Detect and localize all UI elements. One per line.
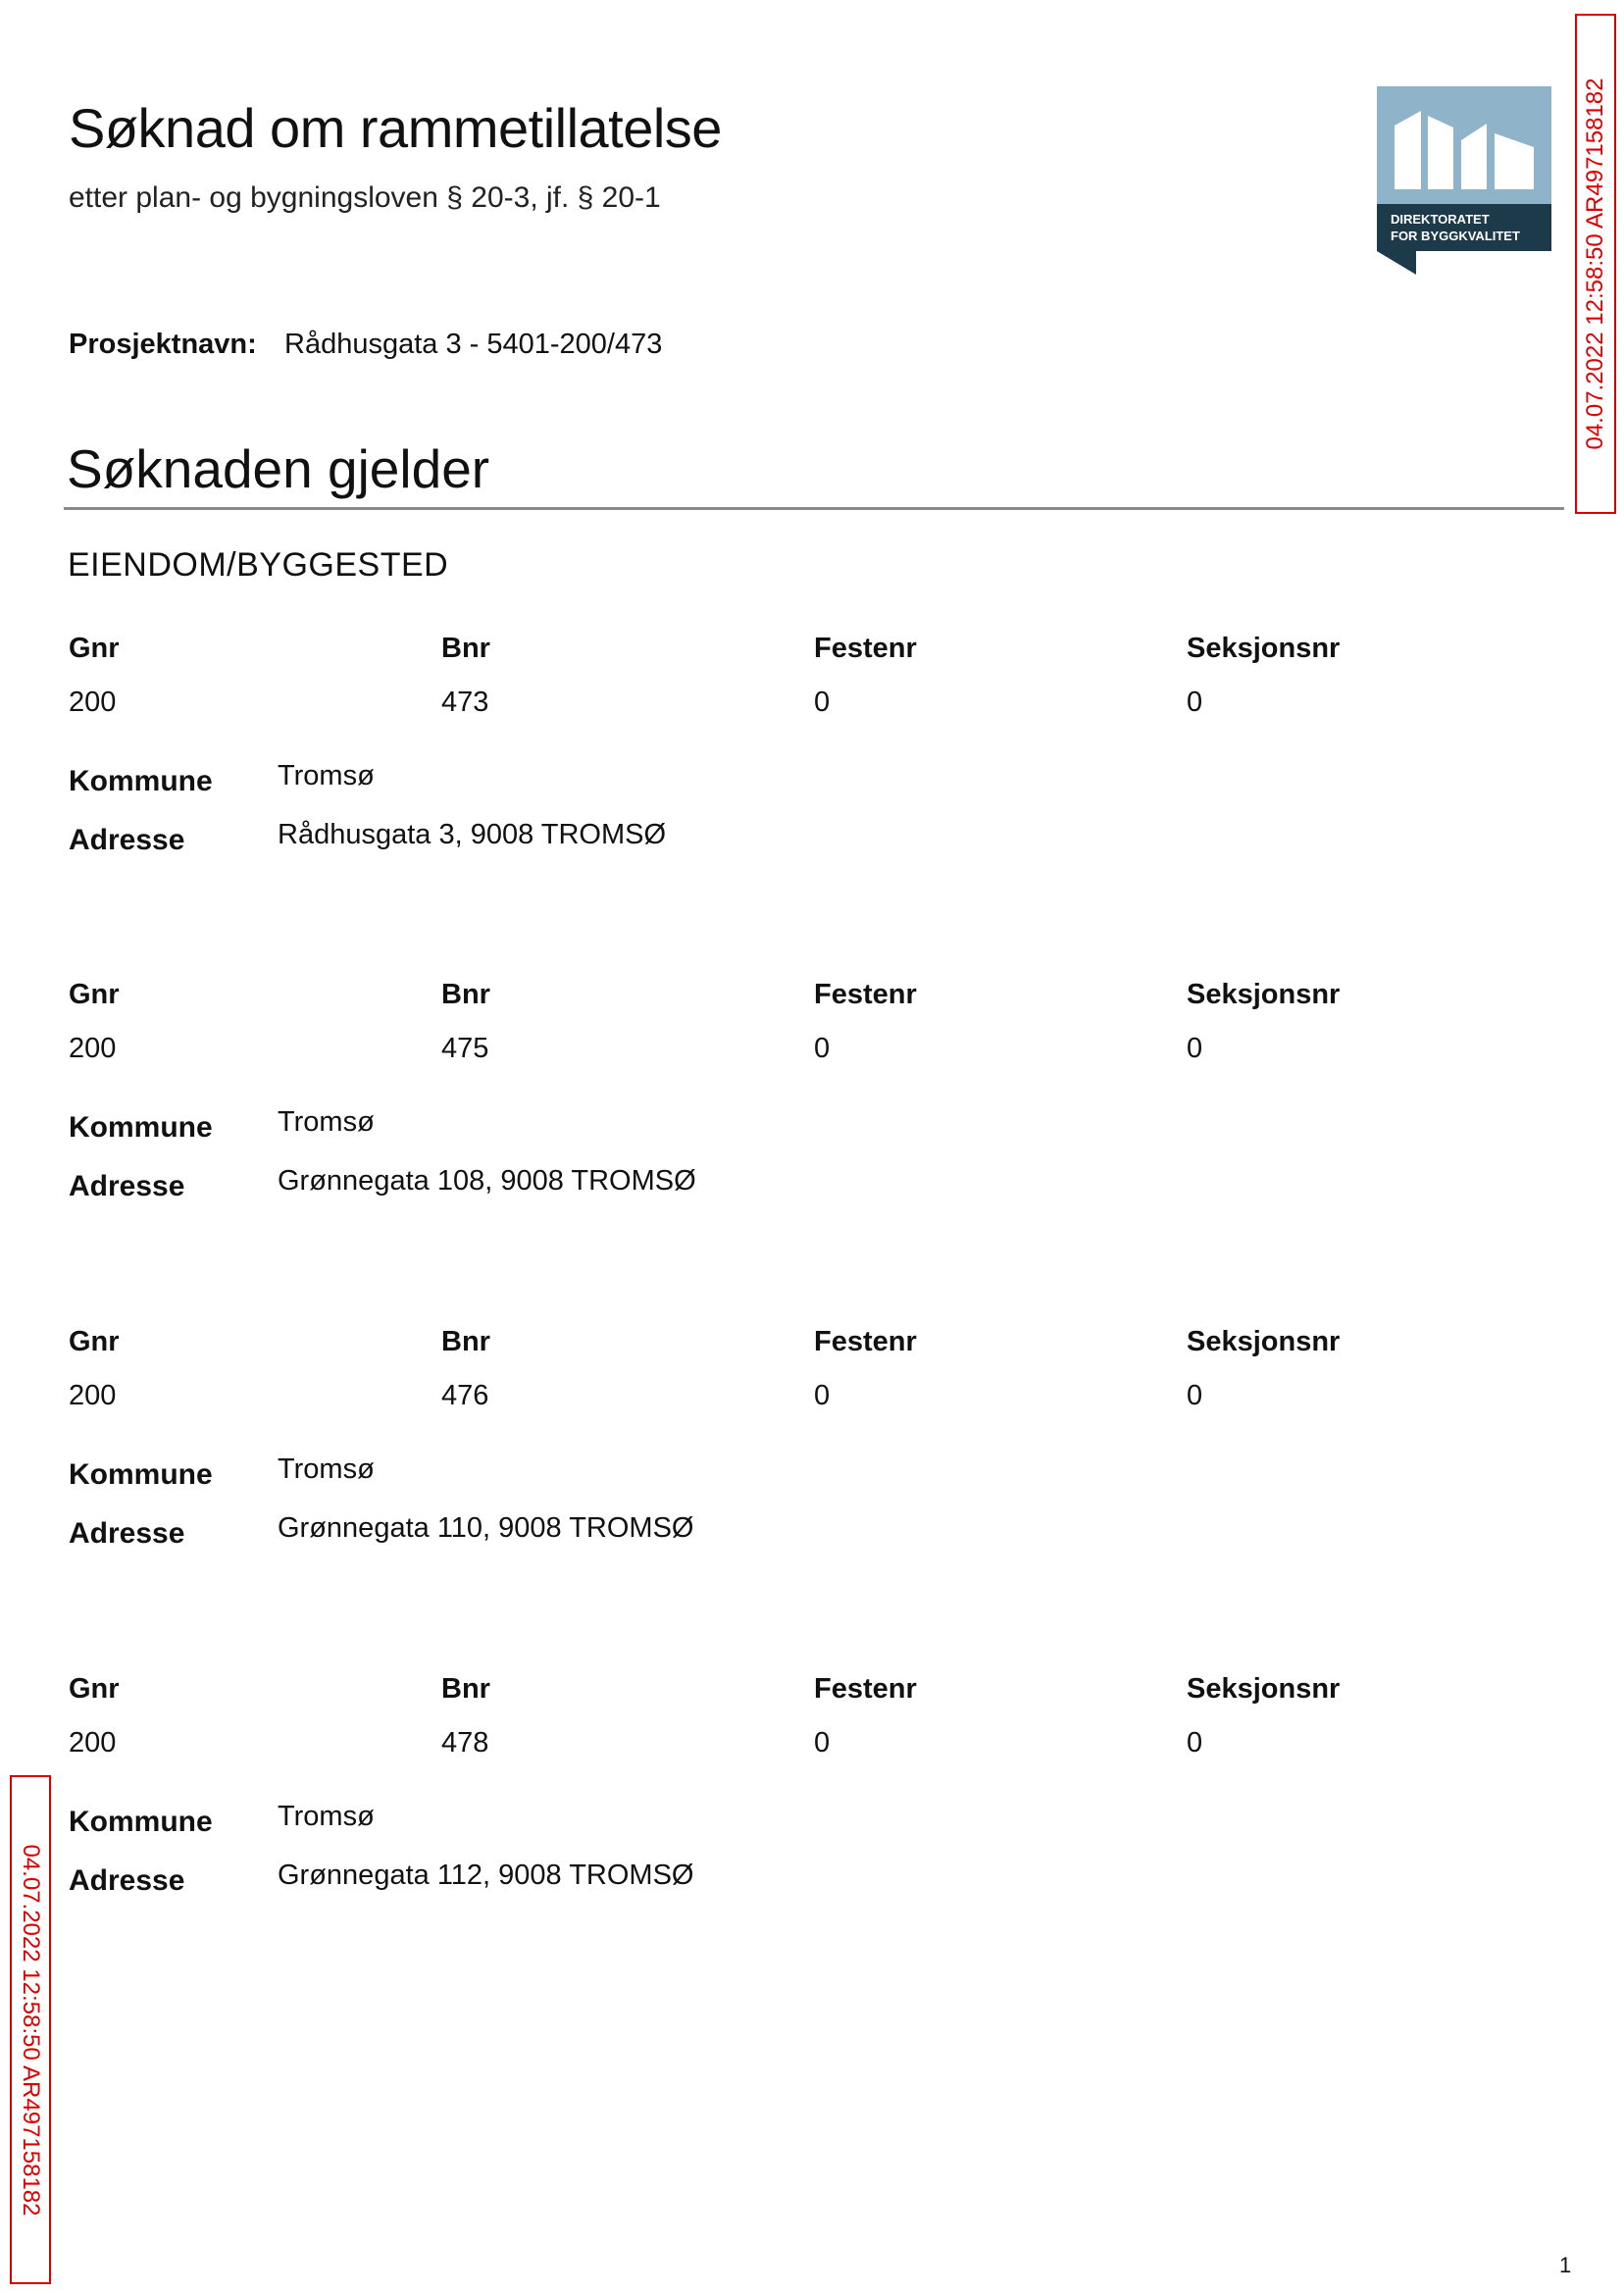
adresse-label: Adresse: [69, 1864, 185, 1897]
adresse-label: Adresse: [69, 1517, 185, 1550]
adresse-value: Grønnegata 110, 9008 TROMSØ: [278, 1512, 694, 1544]
bnr-value: 475: [441, 1033, 489, 1064]
property-block: [69, 1326, 1442, 1581]
page-number: 1: [1559, 2253, 1572, 2277]
festenr-value: 0: [814, 1380, 831, 1411]
gnr-value: 200: [69, 687, 117, 718]
stamp-text: 04.07.2022 12:58:50 AR497158182: [1582, 77, 1608, 450]
kommune-label: Kommune: [69, 1806, 213, 1838]
document-title: Søknad om rammetillatelse: [69, 97, 722, 159]
bnr-label: Bnr: [441, 1326, 490, 1357]
archive-stamp-right: [1575, 14, 1616, 514]
stamp-text: 04.07.2022 12:58:50 AR497158182: [18, 1843, 44, 2217]
seksjonsnr-value: 0: [1187, 687, 1203, 718]
logo-line-2: FOR BYGGKVALITET: [1391, 229, 1520, 243]
section-divider: [64, 507, 1564, 510]
project-name-value: Rådhusgata 3 - 5401-200/473: [284, 329, 663, 360]
gnr-label: Gnr: [69, 1326, 120, 1357]
bnr-value: 478: [441, 1727, 489, 1759]
property-block: [69, 633, 1442, 888]
gnr-value: 200: [69, 1380, 117, 1411]
seksjonsnr-value: 0: [1187, 1727, 1203, 1759]
gnr-label: Gnr: [69, 633, 120, 664]
dibk-logo: [1377, 86, 1551, 275]
document-subtitle: etter plan- og bygningsloven § 20-3, jf. § 20-1: [69, 181, 661, 214]
festenr-label: Festenr: [814, 1673, 917, 1705]
kommune-value: Tromsø: [278, 1453, 375, 1485]
seksjonsnr-label: Seksjonsnr: [1187, 633, 1341, 664]
festenr-label: Festenr: [814, 633, 917, 664]
subsection-title: EIENDOM/BYGGESTED: [68, 546, 449, 584]
gnr-label: Gnr: [69, 1673, 120, 1705]
seksjonsnr-label: Seksjonsnr: [1187, 1673, 1341, 1705]
adresse-label: Adresse: [69, 824, 185, 856]
adresse-label: Adresse: [69, 1170, 185, 1202]
seksjonsnr-value: 0: [1187, 1033, 1203, 1064]
property-block: [69, 979, 1442, 1234]
kommune-label: Kommune: [69, 1458, 213, 1491]
bnr-value: 476: [441, 1380, 489, 1411]
gnr-value: 200: [69, 1727, 117, 1759]
property-block: [69, 1673, 1442, 1928]
festenr-value: 0: [814, 1727, 831, 1759]
bnr-label: Bnr: [441, 633, 490, 664]
kommune-value: Tromsø: [278, 760, 375, 791]
kommune-value: Tromsø: [278, 1106, 375, 1138]
archive-stamp-left: [10, 1775, 51, 2284]
adresse-value: Grønnegata 112, 9008 TROMSØ: [278, 1860, 694, 1891]
section-title: Søknaden gjelder: [67, 438, 490, 499]
adresse-value: Rådhusgata 3, 9008 TROMSØ: [278, 819, 667, 850]
bnr-value: 473: [441, 687, 489, 718]
festenr-label: Festenr: [814, 1326, 917, 1357]
logo-line-1: DIREKTORATET: [1391, 212, 1490, 227]
bnr-label: Bnr: [441, 979, 490, 1010]
seksjonsnr-label: Seksjonsnr: [1187, 1326, 1341, 1357]
festenr-value: 0: [814, 1033, 831, 1064]
project-name-label: Prosjektnavn:: [69, 329, 257, 360]
kommune-label: Kommune: [69, 765, 213, 797]
dibk-logo-icon: [1377, 86, 1551, 275]
festenr-label: Festenr: [814, 979, 917, 1010]
festenr-value: 0: [814, 687, 831, 718]
kommune-label: Kommune: [69, 1111, 213, 1144]
adresse-value: Grønnegata 108, 9008 TROMSØ: [278, 1165, 696, 1197]
kommune-value: Tromsø: [278, 1801, 375, 1832]
gnr-value: 200: [69, 1033, 117, 1064]
gnr-label: Gnr: [69, 979, 120, 1010]
bnr-label: Bnr: [441, 1673, 490, 1705]
seksjonsnr-value: 0: [1187, 1380, 1203, 1411]
seksjonsnr-label: Seksjonsnr: [1187, 979, 1341, 1010]
